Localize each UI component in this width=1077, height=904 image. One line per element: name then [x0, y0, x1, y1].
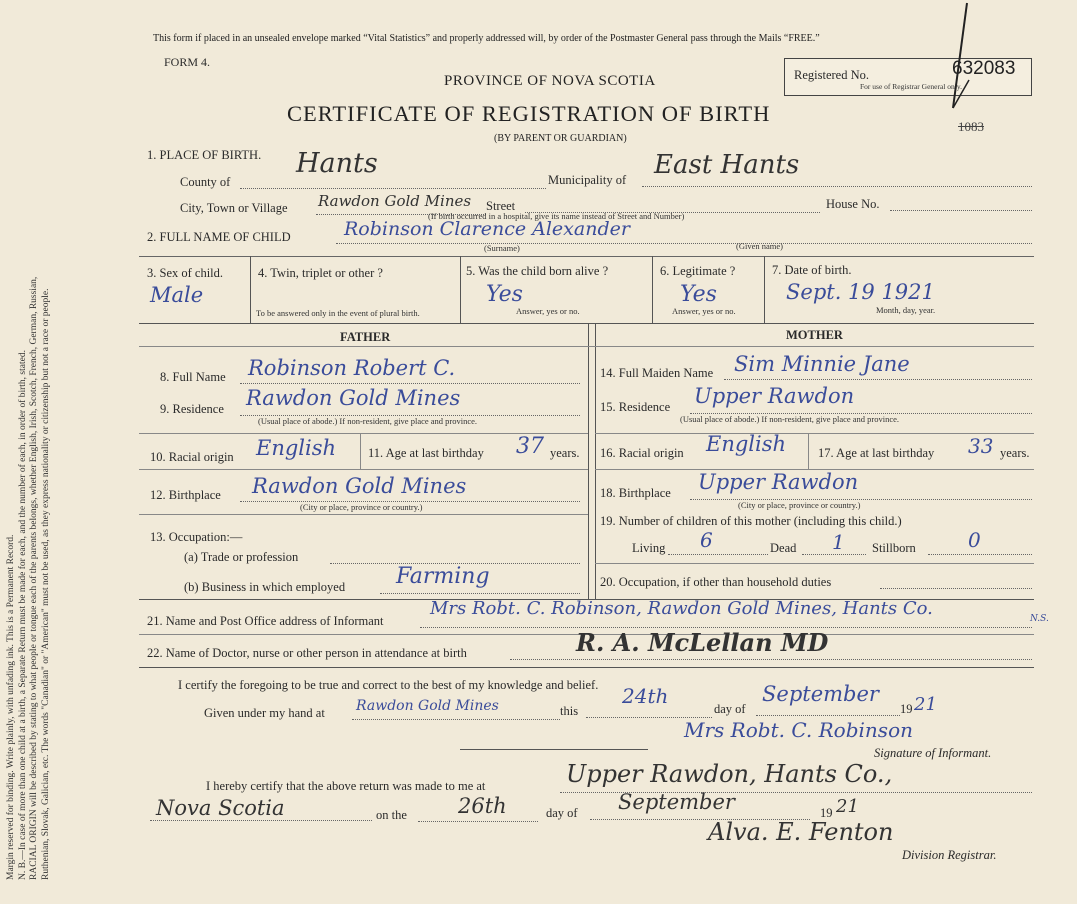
business-value: Farming [396, 564, 490, 589]
doctor-value: R. A. McLellan MD [576, 628, 829, 657]
father-occupation-label: 13. Occupation:— [150, 530, 243, 544]
mother-name-value: Sim Minnie Jane [734, 352, 910, 376]
certify-text: I certify the foregoing to be true and correct to the best of my knowledge and belief. [178, 678, 599, 692]
father-racial-value: English [256, 436, 337, 460]
given-under-label: Given under my hand at [204, 706, 325, 720]
mother-name-label: 14. Full Maiden Name [600, 366, 714, 380]
given-month-value: September [762, 682, 879, 706]
mother-occupation-label: 20. Occupation, if other than household duties [600, 575, 832, 589]
margin-line-4: Ruthenian, Slovak, Galician, etc. The words "Canadian" or "American" must not be used, as they express nationality or citizenship but not a race or people. [40, 288, 51, 880]
mother-birthplace-value: Upper Rawdon [698, 470, 859, 494]
father-residence-note: (Usual place of abode.) If non-resident, give place and province. [258, 416, 478, 426]
city-value: Rawdon Gold Mines [318, 192, 472, 210]
father-name-label: 8. Full Name [160, 370, 226, 384]
father-years: years. [550, 446, 580, 460]
registrar-year-value: 21 [836, 796, 859, 817]
father-racial-label: 10. Racial origin [150, 450, 234, 464]
registrar-month-value: September [618, 790, 735, 814]
registrar-certify-text: I hereby certify that the above return was made to me at [206, 779, 486, 793]
father-birthplace-value: Rawdon Gold Mines [252, 474, 467, 498]
alive-value: Yes [486, 282, 523, 307]
sex-label: 3. Sex of child. [147, 266, 224, 280]
form-number: FORM 4. [164, 55, 211, 69]
stillborn-label: Stillborn [872, 541, 916, 555]
mother-racial-value: English [706, 432, 787, 456]
legitimate-note: Answer, yes or no. [672, 306, 736, 316]
registrar-signature-label: Division Registrar. [902, 848, 997, 862]
child-name-value: Robinson Clarence Alexander [344, 218, 630, 240]
house-label: House No. [826, 197, 880, 211]
child-name-label: 2. FULL NAME OF CHILD [147, 230, 291, 244]
mother-heading: MOTHER [786, 328, 843, 342]
registrar-year-prefix: 19 [820, 806, 833, 820]
registrar-signature: Alva. E. Fenton [708, 818, 894, 846]
legitimate-value: Yes [680, 282, 717, 307]
informant-label: 21. Name and Post Office address of Informant [147, 614, 384, 628]
informant-value-suffix: N.S. [1030, 614, 1049, 624]
alive-label: 5. Was the child born alive ? [466, 264, 609, 278]
struck-number: 1083 [958, 119, 984, 134]
mother-racial-label: 16. Racial origin [600, 446, 684, 460]
street-label: Street [486, 199, 516, 213]
alive-note: Answer, yes or no. [516, 306, 580, 316]
children-count-label: 19. Number of children of this mother (including this child.) [600, 514, 902, 528]
margin-line-3: RACIAL ORIGIN will be described by stating to what people or tongue each of the parents belongs, whether English, Irish, Scotch, French, German, Russian, [29, 276, 39, 880]
given-name-note: (Given name) [736, 241, 783, 251]
registrar-place-value: Upper Rawdon, Hants Co., [566, 760, 893, 788]
surname-note: (Surname) [484, 243, 520, 253]
father-residence-value: Rawdon Gold Mines [246, 386, 461, 410]
father-age-value: 37 [516, 434, 544, 459]
given-day-of-label: day of [714, 702, 746, 716]
given-day-value: 24th [622, 684, 669, 708]
registered-label: Registered No. [794, 68, 869, 82]
dead-label: Dead [770, 541, 797, 555]
margin-line-1: Margin reserved for binding. Write plainly, with unfading ink. This is a Permanent Record. [6, 534, 16, 880]
on-the-label: on the [376, 808, 407, 822]
birth-date-note: Month, day, year. [876, 305, 936, 315]
province-heading: PROVINCE OF NOVA SCOTIA [444, 73, 656, 89]
informant-signature: Mrs Robt. C. Robinson [684, 718, 913, 742]
birth-date-value: Sept. 19 1921 [786, 280, 935, 304]
mother-age-value: 33 [968, 434, 994, 458]
mother-birthplace-label: 18. Birthplace [600, 486, 671, 500]
county-label: County of [180, 175, 231, 189]
sex-value: Male [150, 283, 204, 307]
legitimate-label: 6. Legitimate ? [660, 264, 736, 278]
doctor-label: 22. Name of Doctor, nurse or other person in attendance at birth [147, 646, 467, 660]
registration-mark-stroke [925, 0, 975, 120]
living-value: 6 [700, 528, 713, 552]
father-residence-label: 9. Residence [160, 402, 224, 416]
municipality-value: East Hants [654, 150, 800, 180]
living-label: Living [632, 541, 666, 555]
trade-label: (a) Trade or profession [184, 550, 299, 564]
twin-label: 4. Twin, triplet or other ? [258, 266, 383, 280]
father-age-label: 11. Age at last birthday [368, 446, 484, 460]
mother-residence-label: 15. Residence [600, 400, 671, 414]
street-note: (If birth occurred in a hospital, give its name instead of Street and Number) [428, 211, 685, 221]
mother-birthplace-note: (City or place, province or country.) [738, 500, 861, 510]
father-heading: FATHER [340, 330, 391, 344]
twin-note: To be answered only in the event of plural birth. [256, 308, 420, 318]
father-birthplace-label: 12. Birthplace [150, 488, 221, 502]
municipality-label: Municipality of [548, 173, 627, 187]
dead-value: 1 [832, 530, 845, 554]
margin-instructions [6, 20, 52, 880]
birth-date-label: 7. Date of birth. [772, 263, 852, 277]
registrar-day-value: 26th [458, 794, 507, 818]
stillborn-value: 0 [968, 528, 981, 552]
registrar-province-value: Nova Scotia [156, 796, 285, 820]
father-name-value: Robinson Robert C. [248, 356, 456, 380]
certificate-title: CERTIFICATE OF REGISTRATION OF BIRTH [287, 101, 771, 126]
informant-value: Mrs Robt. C. Robinson, Rawdon Gold Mines, Hants Co. [430, 598, 933, 619]
mother-residence-note: (Usual place of abode.) If non-resident, give place and province. [680, 414, 900, 424]
informant-signature-label: Signature of Informant. [874, 746, 992, 760]
given-year-prefix: 19 [900, 702, 913, 716]
mother-age-label: 17. Age at last birthday [818, 446, 935, 460]
mother-years: years. [1000, 446, 1030, 460]
this-label: this [560, 704, 579, 718]
city-label: City, Town or Village [180, 201, 288, 215]
certificate-subtitle: (BY PARENT OR GUARDIAN) [494, 133, 627, 144]
given-place-value: Rawdon Gold Mines [356, 698, 499, 714]
business-label: (b) Business in which employed [184, 580, 346, 594]
place-of-birth-label: 1. PLACE OF BIRTH. [147, 148, 262, 162]
mail-notice: This form if placed in an unsealed envelope marked “Vital Statistics” and properly addressed will, by order of the Postmaster General pass through the Mails “FREE.” [153, 33, 820, 44]
registered-number: 632083 [952, 58, 1016, 79]
given-year-value: 21 [914, 694, 937, 715]
registrar-day-of-label: day of [546, 806, 578, 820]
father-birthplace-note: (City or place, province or country.) [300, 502, 423, 512]
mother-residence-value: Upper Rawdon [694, 384, 855, 408]
registrar-use-note: For use of Registrar General only. [860, 82, 962, 91]
margin-line-2: N. B.—In case of more than one child at a birth, a Separate Return must be made for each, and the number of each, in order of birth, stated. [17, 350, 28, 880]
county-value: Hants [296, 148, 378, 179]
